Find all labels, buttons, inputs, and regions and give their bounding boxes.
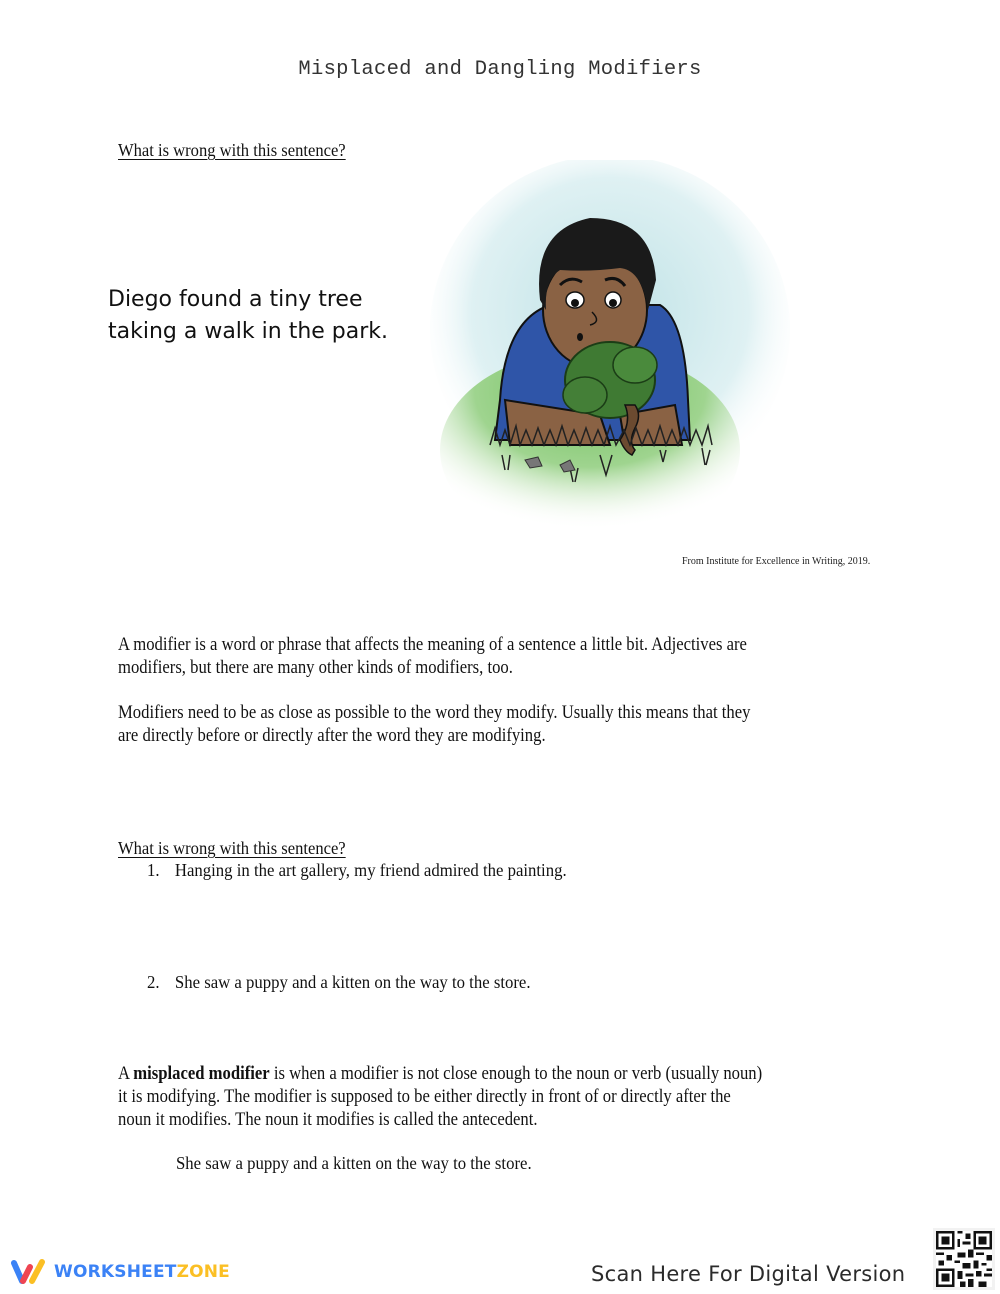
misplaced-modifier-definition (118, 1063, 820, 1132)
document-title: Misplaced and Dangling Modifiers (298, 58, 702, 81)
paragraph-line: noun it modifies. The noun it modifies is called the antecedent. (118, 1110, 538, 1130)
definition-text: is when a modifier is not close enough to the noun or verb (usually noun) (269, 1064, 763, 1084)
modifier-definition-paragraph (118, 634, 820, 680)
paragraph-line (118, 1063, 820, 1086)
item-text: She saw a puppy and a kitten on the way to the store. (174, 972, 531, 992)
callout-line-2: taking a walk in the park. (108, 319, 389, 344)
illustration-boy-tiny-tree (420, 160, 800, 555)
paragraph-line: Modifiers need to be as close as possible to the word they modify. Usually this means that they (118, 703, 751, 723)
logo-word-worksheet: WORKSHEET (54, 1262, 177, 1282)
paragraph-line: A modifier is a word or phrase that affects the meaning of a sentence a little bit. Adjectives are (118, 635, 747, 655)
scan-label: Scan Here For Digital Version (591, 1262, 906, 1286)
section-heading-1: What is wrong with this sentence? (118, 140, 346, 160)
worksheetzone-logo-icon (10, 1258, 48, 1286)
definition-term: misplaced modifier (133, 1064, 270, 1084)
example-sentence-callout (108, 284, 388, 348)
item-number: 1. (147, 860, 160, 880)
image-credit: From Institute for Excellence in Writing, 2019. (682, 556, 871, 567)
item-number: 2. (147, 972, 160, 992)
qr-code[interactable] (933, 1228, 995, 1290)
qr-code-icon (936, 1231, 992, 1287)
worksheetzone-logo[interactable] (10, 1258, 230, 1286)
exercise-item-2 (147, 972, 531, 993)
paragraph-line: modifiers, but there are many other kinds of modifiers, too. (118, 658, 513, 678)
exercise-item-1 (147, 860, 567, 881)
modifier-placement-paragraph (118, 702, 820, 748)
paragraph-line: are directly before or directly after the word they are modifying. (118, 726, 546, 746)
logo-word-zone: ZONE (176, 1262, 230, 1282)
logo-wordmark (54, 1262, 230, 1282)
callout-line-1: Diego found a tiny tree (108, 287, 363, 312)
item-text: Hanging in the art gallery, my friend admired the painting. (174, 860, 567, 880)
definition-prefix: A (118, 1064, 134, 1084)
example-sentence: She saw a puppy and a kitten on the way to the store. (176, 1153, 532, 1173)
section-heading-2: What is wrong with this sentence? (118, 838, 346, 858)
paragraph-line: it is modifying. The modifier is supposed to be either directly in front of or directly after the (118, 1087, 731, 1107)
